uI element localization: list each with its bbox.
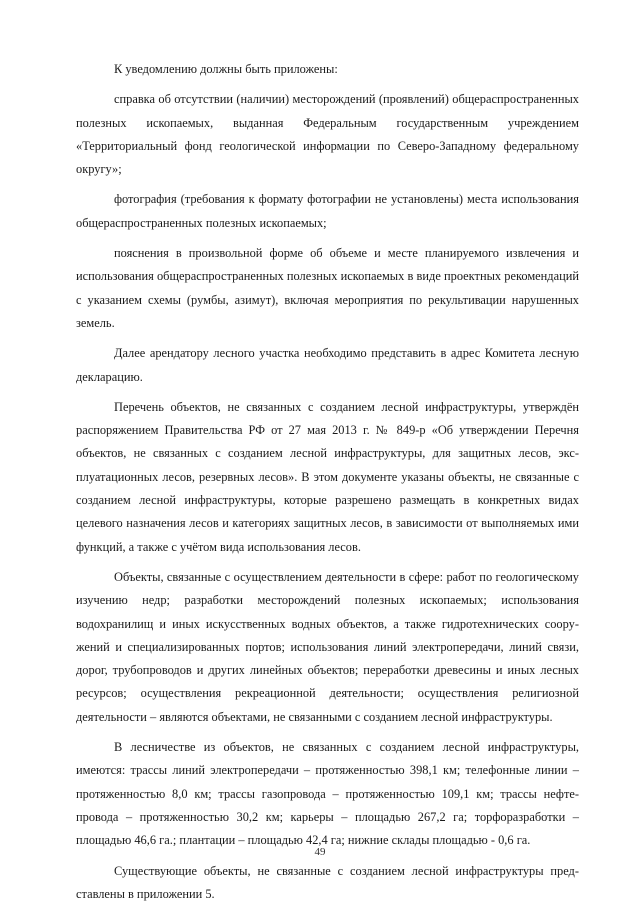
paragraph-attachments-intro: К уведомлению должны быть приложены:	[114, 62, 338, 76]
paragraph-declaration: Далее арендатору лесного участка необходимо представить в адрес Комитета лесную декларацию.	[76, 346, 579, 384]
paragraph-photo: фотография (требования к формату фотографии не установлены) места использования общераспространенных полезных ископаемых;	[76, 192, 579, 230]
paragraph-certificate: справка об отсутствии (наличии) месторождений (проявлений) общераспространенных полезных ископаемых, выданная Федеральным государственным учреждением «Территориальный фонд геологической информации по Северо-Западному федеральному округу»;	[76, 92, 579, 177]
paragraph-object-list: Перечень объектов, не связанных с созданием лесной инфраструктуры, утверждён распоряжением Правительства РФ от 27 мая 2013 г. № 849-р «Об утверждении Перечня объектов, не связанных с созданием лесной инфраструктуры, для защитных лесов, эксплуатационных лесов, резервных лесов». В этом документе указаны объекты, не связанные с созданием лесной инфраструктуры, которые разрешено размещать в конкретных видах целевого назначения лесов и категориях защитных лесов, в зависимости от выполняемых ими функций, а также с учётом вида использования лесов.	[76, 399, 579, 554]
document-body	[76, 58, 579, 913]
page-number: 49	[314, 846, 326, 858]
paragraph-appendix-reference: Существующие объекты, не связанные с созданием лесной инфраструктуры представлены в приложении 5.	[76, 863, 579, 901]
paragraph-activity-objects: Объекты, связанные с осуществлением деятельности в сфере: работ по геологическому изучению недр; разработки месторождений полезных ископаемых; использования водохранилищ и иных искусственных водных объектов, а также гидротехнических сооружений и специализированных портов; использования линий электропередачи, линий связи, дорог, трубопроводов и других линейных объектов; переработки древесины и иных лесных ресурсов; осуществления рекреационной деятельности; осуществления религиозной деятельности – являются объектами, не связанными с созданием лесной инфраструктуры.	[76, 569, 579, 724]
paragraph-forestry-objects: В лесничестве из объектов, не связанных с созданием лесной инфраструктуры, имеются: трассы линий электропередачи – протяженностью 398,1 км; телефонные линии – протяженностью 8,0 км; трассы газопровода – протяженностью 109,1 км; трассы нефтепровода – протяженностью 30,2 км; карьеры – площадью 267,2 га; торфоразработки – площадью 46,6 га.; плантации – площадью 42,4 га; нижние склады площадью - 0,6 га.	[76, 740, 579, 848]
paragraph-explanations: пояснения в произвольной форме об объеме и месте планируемого извлечения и использования общераспространенных полезных ископаемых в виде проектных рекомендаций с указанием схемы (румбы, азимут), включая мероприятия по рекультивации нарушенных земель.	[76, 246, 579, 330]
